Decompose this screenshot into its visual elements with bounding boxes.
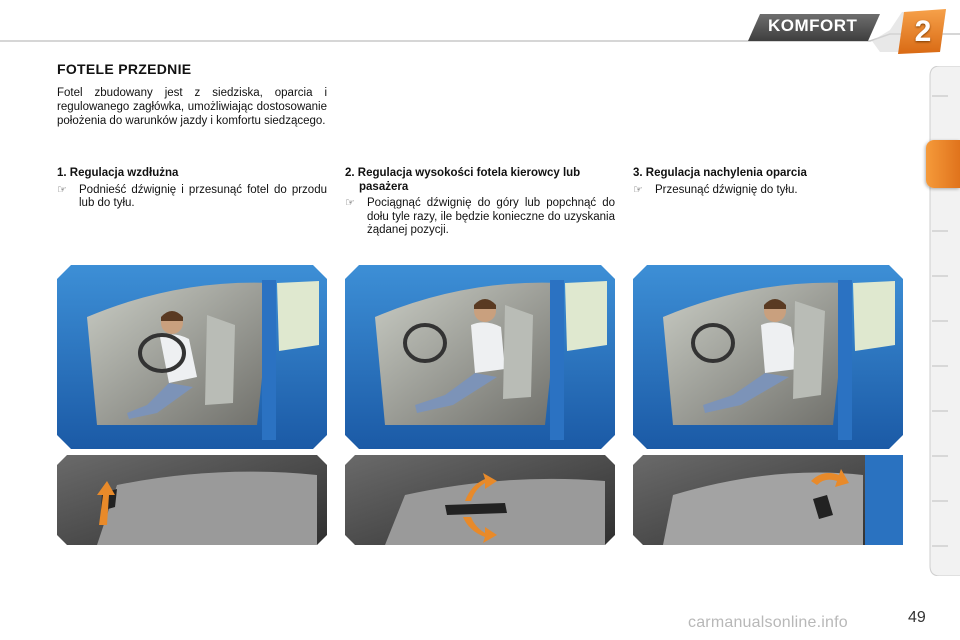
watermark: carmanualsonline.info [688,614,848,631]
instruction-bullet [57,184,327,211]
pointing-hand-icon: ☞ [57,183,67,196]
instruction-bullet [345,197,615,238]
instruction-column-1 [57,167,327,211]
instruction-heading: 3. Regulacja nachylenia oparcia [633,167,807,179]
chapter-title: KOMFORT [768,16,858,35]
longitudinal-lever-closeup [57,455,327,545]
pointing-hand-icon: ☞ [345,197,355,209]
chapter-number-badge: 2 [914,15,932,48]
instruction-bullet [633,184,903,198]
seat-adjustment-photo-3 [633,265,903,449]
seat-adjustment-photo-1 [57,265,327,449]
height-lever-closeup [345,455,615,545]
instruction-text: Podnieść dźwignię i przesunąć fotel do przodu lub do tyłu. [79,183,327,209]
page-number: 49 [908,609,926,626]
instruction-text: Przesunąć dźwignię do tyłu. [655,183,798,196]
instruction-heading: 2. Regulacja wysokości fotela kierowcy lub pasażera [345,167,581,193]
section-title: FOTELE PRZEDNIE [57,61,192,77]
seat-adjustment-photo-2 [345,265,615,449]
instruction-text: Pociągnąć dźwignię do góry lub popchnąć do dołu tyle razy, ile będzie konieczne do uzyskania żądanej pozycji. [367,197,615,236]
chapter-tab-active[interactable] [926,140,960,188]
instruction-column-2 [345,167,615,238]
pointing-hand-icon: ☞ [633,183,643,196]
intro-paragraph: Fotel zbudowany jest z siedziska, oparcia i regulowanego zagłówka, umożliwiając dostosowanie położenia do warunków jazdy i komfortu siedzącego. [57,87,327,127]
backrest-lever-closeup [633,455,903,545]
instruction-column-3 [633,167,903,197]
instruction-heading: 1. Regulacja wzdłużna [57,167,179,179]
